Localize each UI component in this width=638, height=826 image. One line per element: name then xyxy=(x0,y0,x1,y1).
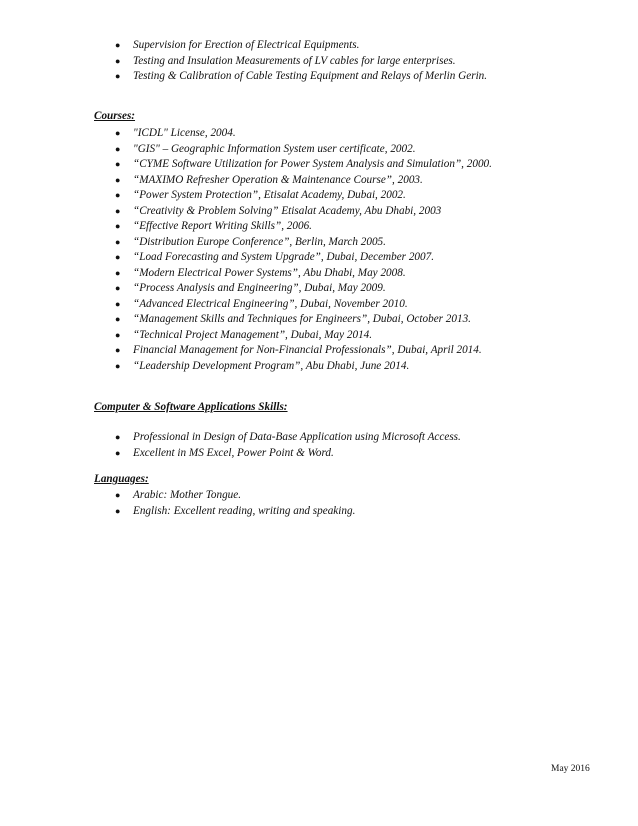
bullet-icon: ● xyxy=(115,159,121,169)
bullet-icon: ● xyxy=(115,174,121,185)
list-item: ● “Management Skills and Techniques for Engineers”, Dubai, October 2013. xyxy=(0,312,492,328)
bullet-icon: ● xyxy=(115,221,121,231)
courses-list xyxy=(0,126,492,374)
bullet-icon: ● xyxy=(115,345,121,355)
list-item: ● “Advanced Electrical Engineering”, Dubai, November 2010. xyxy=(0,297,492,313)
list-item: ● Testing & Calibration of Cable Testing Equipment and Relays of Merlin Gerin. xyxy=(0,69,487,85)
footer-date: May 2016 xyxy=(551,764,590,774)
experience-list xyxy=(0,38,487,85)
computer-skills-list xyxy=(0,430,461,461)
list-item: ● Arabic: Mother Tongue. xyxy=(0,488,355,504)
bullet-icon: ● xyxy=(115,505,121,516)
computer-skills-heading: Computer & Software Applications Skills: xyxy=(94,401,288,413)
bullet-icon: ● xyxy=(115,205,121,216)
bullet-icon: ● xyxy=(115,190,121,200)
languages-list xyxy=(0,488,355,519)
list-item: ● “Modern Electrical Power Systems”, Abu Dhabi, May 2008. xyxy=(0,266,492,282)
list-item: ● “Technical Project Management”, Dubai, May 2014. xyxy=(0,328,492,344)
bullet-icon: ● xyxy=(115,447,121,458)
bullet-icon: ● xyxy=(115,329,121,340)
list-item: ● Excellent in MS Excel, Power Point & Word. xyxy=(0,446,461,462)
bullet-icon: ● xyxy=(115,143,121,154)
bullet-icon: ● xyxy=(115,490,121,500)
list-item: ● “Creativity & Problem Solving” Etisalat Academy, Abu Dhabi, 2003 xyxy=(0,204,492,220)
list-item: ● “Leadership Development Program”, Abu Dhabi, June 2014. xyxy=(0,359,492,375)
list-item: ● “CYME Software Utilization for Power System Analysis and Simulation”, 2000. xyxy=(0,157,492,173)
bullet-icon: ● xyxy=(115,360,121,371)
bullet-icon: ● xyxy=(115,432,121,442)
list-item: ● English: Excellent reading, writing and speaking. xyxy=(0,504,355,520)
bullet-icon: ● xyxy=(115,71,121,81)
bullet-icon: ● xyxy=(115,128,121,138)
bullet-icon: ● xyxy=(115,252,121,262)
list-item: ● Testing and Insulation Measurements of LV cables for large enterprises. xyxy=(0,54,487,70)
list-item: ● "ICDL" License, 2004. xyxy=(0,126,492,142)
list-item: ● “Distribution Europe Conference”, Berlin, March 2005. xyxy=(0,235,492,251)
bullet-icon: ● xyxy=(115,314,121,324)
courses-heading: Courses: xyxy=(94,110,136,122)
list-item: ● “Effective Report Writing Skills”, 2006. xyxy=(0,219,492,235)
bullet-icon: ● xyxy=(115,283,121,293)
bullet-icon: ● xyxy=(115,267,121,278)
languages-heading: Languages: xyxy=(94,473,149,485)
list-item: ● “Process Analysis and Engineering”, Dubai, May 2009. xyxy=(0,281,492,297)
list-item: ● “Power System Protection”, Etisalat Academy, Dubai, 2002. xyxy=(0,188,492,204)
bullet-icon: ● xyxy=(115,40,121,50)
bullet-icon: ● xyxy=(115,55,121,66)
list-item: ● “MAXIMO Refresher Operation & Maintenance Course”, 2003. xyxy=(0,173,492,189)
list-item: ● Professional in Design of Data-Base Application using Microsoft Access. xyxy=(0,430,461,446)
list-item: ● Supervision for Erection of Electrical Equipments. xyxy=(0,38,487,54)
bullet-icon: ● xyxy=(115,298,121,309)
list-item: ● "GIS" – Geographic Information System user certificate, 2002. xyxy=(0,142,492,158)
list-item: ● “Load Forecasting and System Upgrade”, Dubai, December 2007. xyxy=(0,250,492,266)
list-item: ● Financial Management for Non-Financial Professionals”, Dubai, April 2014. xyxy=(0,343,492,359)
bullet-icon: ● xyxy=(115,236,121,247)
